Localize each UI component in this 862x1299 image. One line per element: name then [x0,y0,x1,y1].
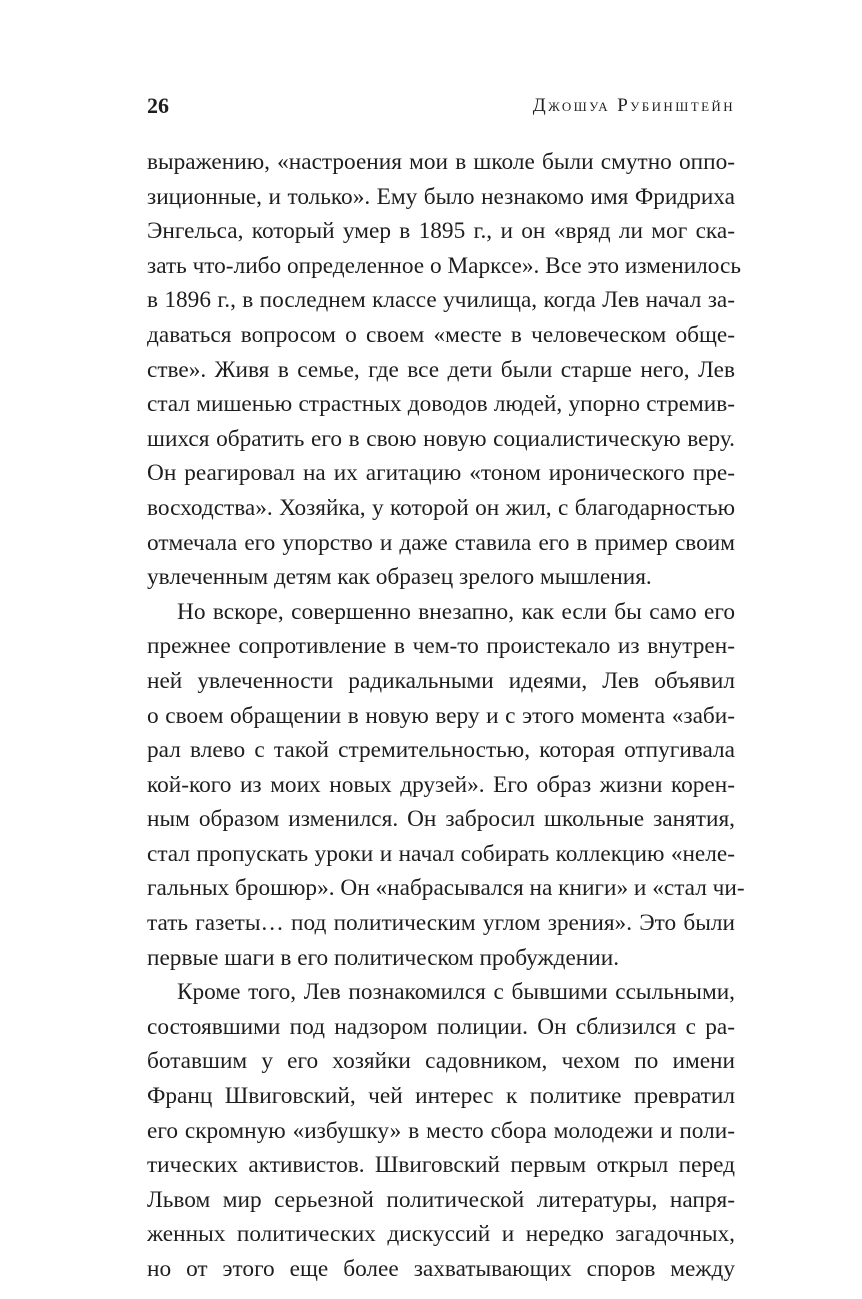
text-line: кой-кого из моих новых друзей». Его образ жизни корен- [147,771,735,798]
text-line: стал пропускать уроки и начал собирать коллекцию «неле- [147,840,735,867]
paragraph [147,595,745,976]
text-line: тических активистов. Швиговский первым открыл перед [147,1152,735,1179]
text-line: его скромную «избушку» в место сбора молодежи и поли- [147,1117,735,1144]
text-line: Кроме того, Лев познакомился с бывшими ссыльными, [177,979,735,1006]
text-line: ботавшим у его хозяйки садовником, чехом по имени [147,1048,735,1075]
text-line: Но вскоре, совершенно внезапно, как если бы само его [177,598,735,625]
page-number: 26 [147,93,169,118]
text-line: состоявшими под надзором полиции. Он сблизился с ра- [147,1013,735,1040]
text-line: Энгельса, который умер в 1895 г., и он «вряд ли мог ска- [147,218,735,245]
text-line: шихся обратить его в свою новую социалистическую веру. [147,425,735,452]
text-line: зать что-либо определенное о Марксе». Все это изменилось [147,252,742,279]
running-head [147,86,735,126]
text-line: прежнее сопротивление в чем-то проистекало из внутрен- [147,633,735,660]
text-line: о своем обращении в новую веру и с этого момента «заби- [147,702,735,729]
text-line: в 1896 г., в последнем классе училища, когда Лев начал за- [147,287,735,314]
text-line: тать газеты… под политическим углом зрения». Это были [147,910,735,937]
text-line: женных политических дискуссий и нередко загадочных, [147,1221,735,1248]
body-text [147,145,745,1287]
text-line: стве». Живя в семье, где все дети были старше него, Лев [147,356,735,383]
text-line: ным образом изменился. Он забросил школьные занятия, [147,806,735,833]
text-line: первые шаги в его политическом пробуждении. [147,944,620,971]
text-line: выражению, «настроения мои в школе были смутно оппо- [147,149,735,175]
text-line: зиционные, и только». Ему было незнакомо имя Фридриха [147,183,735,210]
text-line: Он реагировал на их агитацию «тоном иронического пре- [147,460,735,487]
text-line: но от этого еще более захватывающих споров между [147,1256,735,1282]
text-line: Франц Швиговский, чей интерес к политике превратил [147,1083,735,1110]
text-line: восходства». Хозяйка, у которой он жил, с благодарностью [147,494,735,521]
paragraph [147,975,735,1286]
paragraph [147,145,742,595]
text-line: гальных брошюр». Он «набрасывался на книги» и «стал чи- [147,875,745,902]
text-line: увлеченным детям как образец зрелого мышления. [147,564,652,591]
text-line: стал мишенью страстных доводов людей, упорно стремив- [147,391,735,418]
text-line: даваться вопросом о своем «месте в человеческом обще- [147,321,735,348]
running-head-author: Джошуа Рубинштейн [532,95,735,116]
text-line: отмечала его упорство и даже ставила его в пример своим [147,529,735,556]
text-line: ней увлеченности радикальными идеями, Лев объявил [147,667,735,694]
text-line: Львом мир серьезной политической литературы, напря- [147,1186,735,1213]
text-line: рал влево с такой стремительностью, которая отпугивала [147,737,735,764]
